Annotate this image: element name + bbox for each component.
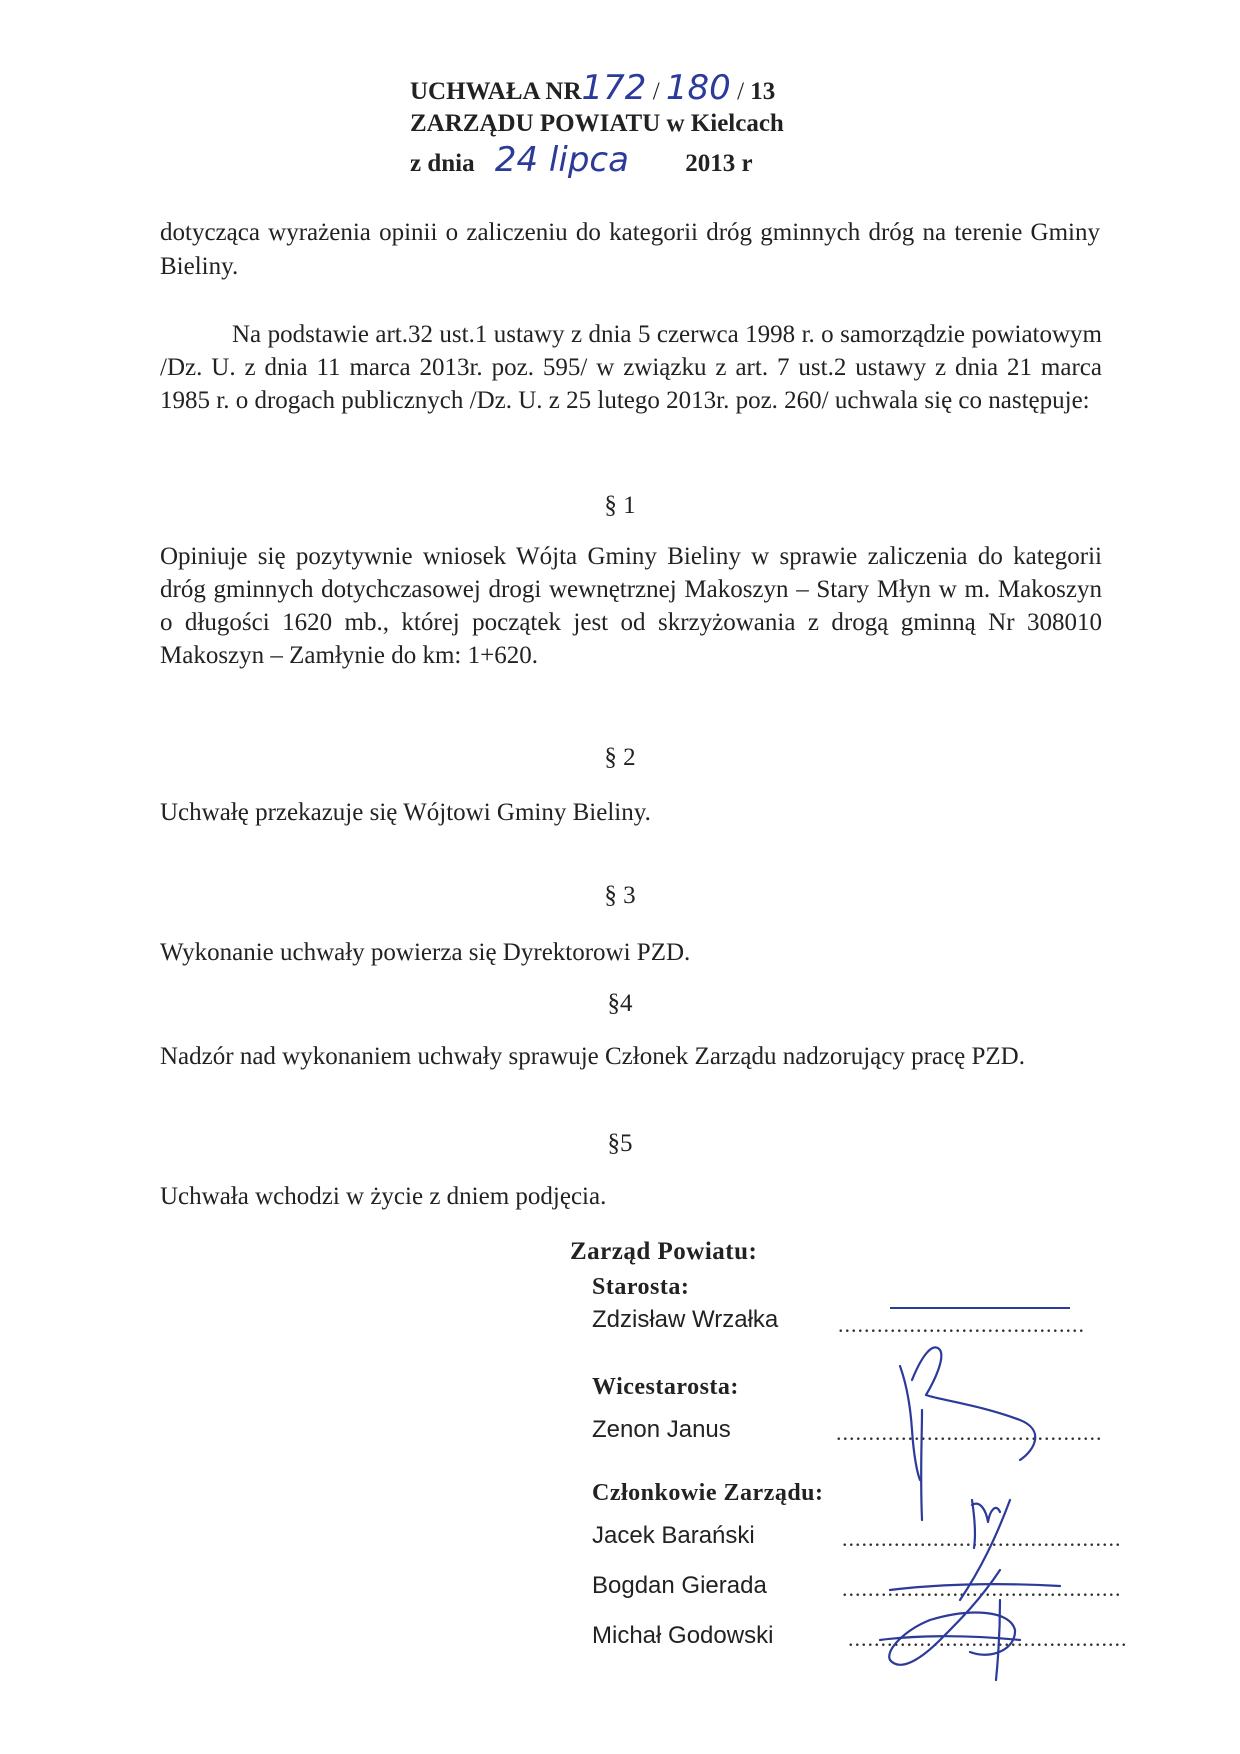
signature-dots-starosta: ...................................... xyxy=(838,1312,1085,1337)
handwritten-number-2: 180 xyxy=(665,68,731,108)
section-text-4: Nadzór nad wykonaniem uchwały sprawuje Członek Zarządu nadzorujący pracę PZD. xyxy=(160,1043,1025,1070)
wicestarosta-label: Wicestarosta: xyxy=(592,1374,739,1400)
signature-dots-member-2: ........................................... xyxy=(842,1576,1122,1601)
signature-dots-wicestarosta: ......................................... xyxy=(836,1420,1103,1445)
members-label: Członkowie Zarządu: xyxy=(592,1480,824,1506)
signature-member-3 xyxy=(880,1600,1020,1680)
starosta-label: Starosta: xyxy=(592,1274,690,1300)
year-short: 13 xyxy=(750,78,776,105)
signature-dots-member-3: ........................................... xyxy=(848,1626,1128,1651)
signature-dots-member-1: ........................................... xyxy=(842,1526,1122,1551)
section-text-1: Opiniuje się pozytywnie wniosek Wójta Gminy Bieliny w sprawie zaliczenia do kategorii dróg gminnych dotychczasowej drogi wewnętrznej Makoszyn – Stary Młyn w m. Makoszyn o długości 1620 mb., której początek jest od skrzyżowania z drogą gminną Nr 308010 Makoszyn – Zamłynie do km: 1+620. xyxy=(160,543,1102,669)
separator: / xyxy=(652,78,660,105)
section-mark-4: §4 xyxy=(607,990,633,1017)
resolution-number-label: UCHWAŁA NR xyxy=(410,78,582,105)
section-text-3: Wykonanie uchwały powierza się Dyrektorowi PZD. xyxy=(160,939,691,966)
member-name: Jacek Barański xyxy=(592,1522,755,1549)
section-mark-5: §5 xyxy=(607,1130,633,1157)
starosta-name: Zdzisław Wrzałka xyxy=(592,1306,779,1333)
member-name: Michał Godowski xyxy=(592,1622,774,1649)
wicestarosta-name: Zenon Janus xyxy=(592,1416,731,1443)
section-text-2: Uchwałę przekazuje się Wójtowi Gminy Bieliny. xyxy=(160,799,651,826)
member-name: Bogdan Gierada xyxy=(592,1572,767,1599)
resolution-subject: dotycząca wyrażenia opinii o zaliczeniu do kategorii dróg gminnych dróg na terenie Gminy Bieliny. xyxy=(160,219,1100,280)
signature-stroke xyxy=(921,1410,922,1520)
board-title: Zarząd Powiatu: xyxy=(570,1238,758,1265)
signature-member-2 xyxy=(889,1570,1060,1665)
separator: / xyxy=(737,78,745,105)
handwritten-date: 24 lipca xyxy=(494,140,629,180)
year: 2013 r xyxy=(685,150,753,177)
legal-basis: Na podstawie art.32 ust.1 ustawy z dnia 5 czerwca 1998 r. o samorządzie powiatowym /Dz. U. z dnia 11 marca 2013r. poz. 595/ w związku z art. 7 ust.2 ustawy z dnia 21 marca 1985 r. o drogach publicznych /Dz. U. z 25 lutego 2013r. poz. 260/ uchwala się co następuje: xyxy=(160,321,1102,414)
section-mark-3: § 3 xyxy=(604,882,636,909)
section-text-5: Uchwała wchodzi w życie z dniem podjęcia. xyxy=(160,1183,607,1210)
date-label: z dnia xyxy=(410,150,475,177)
header-line-2: ZARZĄDU POWIATU w Kielcach xyxy=(410,110,784,137)
handwritten-number: 172 xyxy=(581,68,647,108)
section-mark-2: § 2 xyxy=(604,744,636,771)
section-mark-1: § 1 xyxy=(604,492,636,519)
